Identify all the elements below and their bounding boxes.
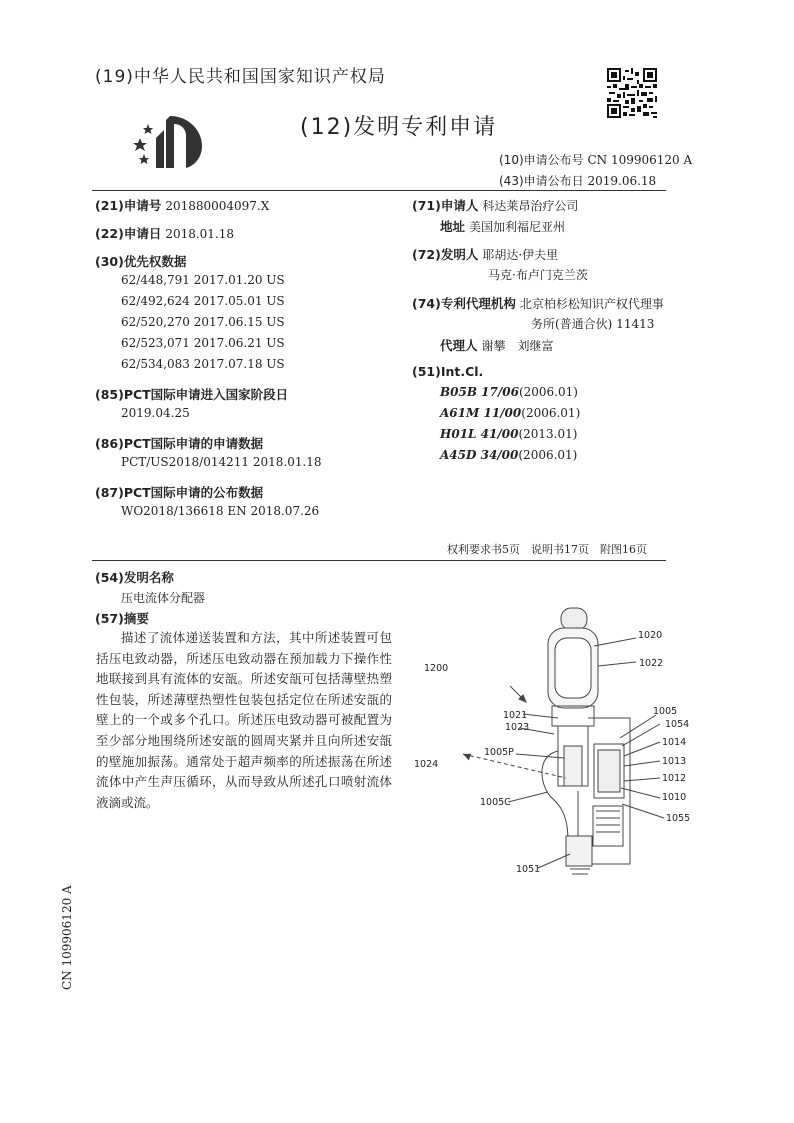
invention-title: 压电流体分配器: [121, 591, 206, 605]
label-1051: 1051: [516, 864, 541, 875]
publication-date-row: [499, 172, 656, 189]
inventor-2: 马克·布卢门克兰茨: [488, 268, 588, 282]
int-cl-label: (51)Int.Cl.: [412, 364, 484, 379]
applicant-label: (71)申请人: [412, 198, 479, 213]
pct-entry-date: 2019.04.25: [121, 406, 190, 420]
application-number-label: (21)申请号: [95, 198, 162, 213]
agent-row: [440, 336, 554, 354]
pct-application-label: (86)PCT国际申请的申请数据: [95, 436, 264, 451]
agent: 谢攀 刘继富: [481, 339, 554, 353]
label-1054: 1054: [665, 719, 690, 730]
label-1022: 1022: [639, 658, 664, 669]
header-divider: [92, 190, 666, 191]
application-date-row: [95, 224, 234, 242]
pct-publication-label: (87)PCT国际申请的公布数据: [95, 485, 264, 500]
ipc-class: A61M 11/00(2006.01): [440, 406, 581, 420]
application-number-row: [95, 196, 269, 214]
label-1020: 1020: [638, 630, 663, 641]
priority-item: 62/523,071 2017.06.21 US: [121, 336, 285, 350]
address: 美国加利福尼亚州: [469, 220, 566, 234]
label-1023: 1023: [505, 722, 530, 733]
inventor-1: 耶胡达·伊夫里: [482, 248, 559, 262]
address-row: [440, 217, 565, 235]
ipc-class: A45D 34/00(2006.01): [440, 448, 578, 462]
section-divider: [92, 560, 666, 561]
cnipa-logo: [130, 110, 210, 172]
agent-label: 代理人: [440, 338, 478, 353]
application-number: 201880004097.X: [165, 199, 270, 213]
abstract-text: [96, 628, 392, 813]
label-1010: 1010: [662, 792, 687, 803]
publication-number: CN 109906120 A: [587, 153, 693, 167]
inventor-label: (72)发明人: [412, 247, 479, 262]
priority-data-label: (30)优先权数据: [95, 254, 187, 269]
agency-line-2: 务所(普通合伙) 11413: [531, 317, 655, 331]
issuing-authority: (19)中华人民共和国国家知识产权局: [95, 67, 386, 87]
label-1021: 1021: [503, 710, 528, 721]
invention-title-label: (54)发明名称: [95, 570, 174, 585]
priority-item: 62/492,624 2017.05.01 US: [121, 294, 285, 308]
publication-date: 2019.06.18: [587, 174, 657, 188]
label-1005: 1005: [653, 706, 678, 717]
document-type-title: (12)发明专利申请: [300, 115, 498, 140]
abstract-label: (57)摘要: [95, 611, 149, 626]
label-1013: 1013: [662, 756, 687, 767]
page-count-line: 权利要求书5页 说明书17页 附图16页: [447, 543, 647, 556]
priority-item: 62/534,083 2017.07.18 US: [121, 357, 285, 371]
publication-number-label: (10)申请公布号: [499, 153, 584, 167]
publication-number-row: [499, 151, 692, 168]
pct-publication-data: WO2018/136618 EN 2018.07.26: [121, 504, 320, 518]
inventor-row: [412, 245, 558, 263]
agency-line-1: 北京柏杉松知识产权代理事: [519, 297, 664, 311]
label-1200: 1200: [424, 663, 449, 674]
label-1005P: 1005P: [484, 747, 514, 758]
pct-application-data: PCT/US2018/014211 2018.01.18: [121, 455, 322, 469]
side-document-number: CN 109906120 A: [60, 885, 74, 990]
label-1012: 1012: [662, 773, 687, 784]
application-date-label: (22)申请日: [95, 226, 162, 241]
label-1024: 1024: [414, 759, 439, 770]
application-date: 2018.01.18: [165, 227, 235, 241]
ipc-class: B05B 17/06(2006.01): [440, 385, 578, 399]
label-1005C: 1005C: [480, 797, 511, 808]
agency-row: [412, 294, 664, 312]
pct-entry-label: (85)PCT国际申请进入国家阶段日: [95, 387, 289, 402]
publication-date-label: (43)申请公布日: [499, 174, 584, 188]
ipc-class: H01L 41/00(2013.01): [440, 427, 578, 441]
abstract-paragraph: 描述了流体递送装置和方法，其中所述装置可包括压电致动器，所述压电致动器在预加载力下操作性地联接到具有流体的安瓿。所述安瓿可包括薄壁热塑性包装，所述薄壁热塑性包装包括定位在所述安瓿的壁上的一个或多个孔口。所述压电致动器可被配置为至少部分地围绕所述安瓿的圆周夹紧并且向所述安瓿的壁施加振荡。通常处于超声频率的所述振荡在所述流体中产生声压循环，从而导致从所述孔口喷射流体液滴或流。: [96, 630, 392, 810]
agency-label: (74)专利代理机构: [412, 296, 516, 311]
priority-item: 62/520,270 2017.06.15 US: [121, 315, 285, 329]
applicant-row: [412, 196, 578, 214]
address-label: 地址: [440, 219, 466, 234]
label-1055: 1055: [666, 813, 691, 824]
qr-code: [607, 68, 657, 118]
priority-item: 62/448,791 2017.01.20 US: [121, 273, 285, 287]
label-1014: 1014: [662, 737, 687, 748]
applicant: 科达莱昂治疗公司: [482, 199, 579, 213]
device-figure: [408, 606, 708, 886]
